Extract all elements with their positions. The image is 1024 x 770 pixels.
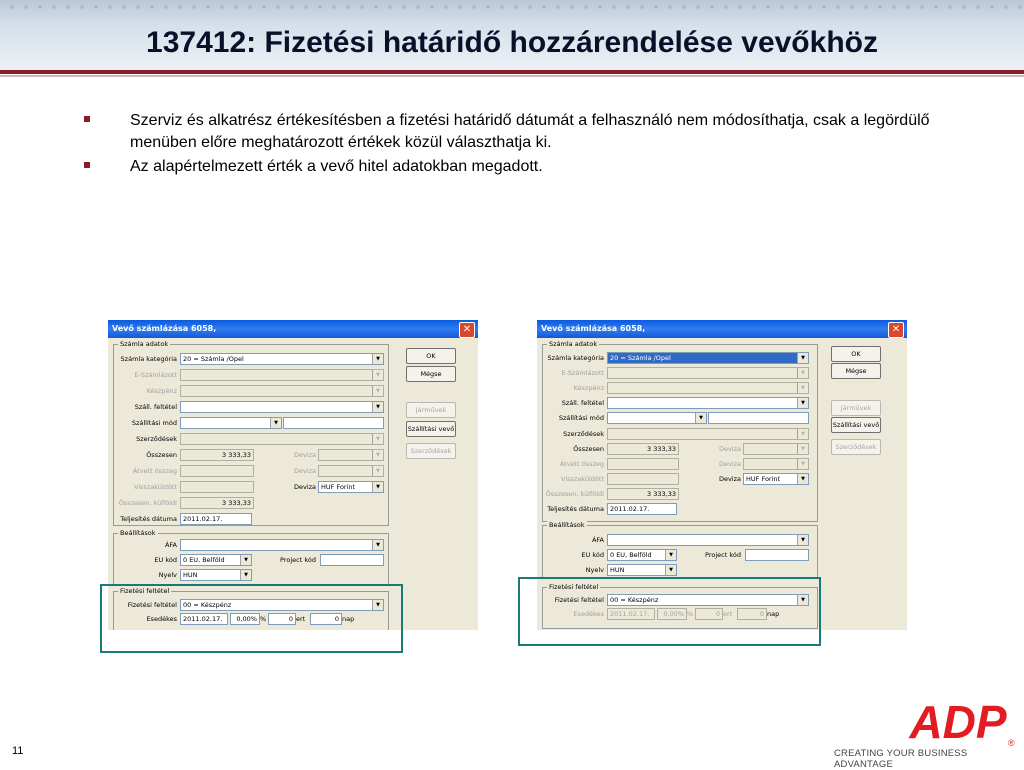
- chevron-down-icon[interactable]: ▼: [665, 565, 676, 575]
- label: Szállítási mód: [131, 419, 177, 427]
- chevron-down-icon[interactable]: ▼: [372, 540, 383, 550]
- project-kod-field[interactable]: [320, 554, 384, 566]
- cancel-button[interactable]: Mégse: [406, 366, 456, 382]
- row-keszpenz: [537, 382, 817, 394]
- dialog-titlebar: [108, 320, 478, 338]
- label: Összesen: [573, 445, 604, 453]
- label: Összesen, külföldi: [118, 499, 177, 507]
- slogan: CREATING YOUR BUSINESS ADVANTAGE: [834, 748, 968, 770]
- szerzodesek-button: Szerződések: [831, 439, 881, 455]
- bullet-marker-icon: [84, 162, 90, 168]
- osszesen-field: 3 333,33: [180, 449, 254, 461]
- ok-button[interactable]: OK: [831, 346, 881, 362]
- eu-kod-select[interactable]: [180, 554, 252, 566]
- keszpenz-select: [607, 382, 809, 394]
- registered-mark: ®: [1008, 738, 1015, 748]
- slide-title: 137412: Fizetési határidő hozzárendelése vevőkhöz: [146, 26, 878, 59]
- chevron-down-icon: ▼: [797, 444, 808, 454]
- label: Deviza: [718, 460, 741, 468]
- label: Deviza: [293, 483, 316, 491]
- label: EU kód: [154, 556, 177, 564]
- label: Szerződések: [136, 435, 177, 443]
- chevron-down-icon[interactable]: ▼: [797, 353, 808, 363]
- label: Deviza: [718, 475, 741, 483]
- row-osszesen-kulfoldi: [108, 497, 388, 509]
- szerzodesek-select: [180, 433, 384, 445]
- row-afa: [108, 539, 388, 551]
- bullet-list: [78, 110, 978, 180]
- row-osszesen: [537, 443, 817, 455]
- label: Szerződések: [563, 430, 604, 438]
- teljesites-datuma-field[interactable]: 2011.02.17.: [180, 513, 252, 525]
- jarmuvek-button: Járművek: [406, 402, 456, 418]
- teljesites-datuma-field[interactable]: 2011.02.17.: [607, 503, 677, 515]
- label: Készpénz: [146, 387, 177, 395]
- deviza1-select: [318, 449, 384, 461]
- chevron-down-icon[interactable]: ▼: [240, 570, 251, 580]
- row-szamla-kategoria: [537, 352, 817, 364]
- label: E-Számlázott: [561, 369, 604, 377]
- chevron-down-icon: ▼: [797, 429, 808, 439]
- header-dot-pattern: [0, 0, 1024, 14]
- label: Esedékes: [146, 615, 177, 623]
- label: ÁFA: [164, 541, 177, 549]
- unit-label: %: [687, 610, 694, 618]
- label: Átvett összeg: [559, 460, 604, 468]
- select-value: 0 EU, Belföld: [183, 556, 225, 564]
- label: Esedékes: [573, 610, 604, 618]
- chevron-down-icon[interactable]: ▼: [695, 413, 706, 423]
- label: Deviza: [293, 451, 316, 459]
- esedekes-nap-field[interactable]: 0: [310, 613, 342, 625]
- group-label: Beállítások: [120, 529, 156, 537]
- chevron-down-icon[interactable]: ▼: [665, 550, 676, 560]
- row-osszesen-kulfoldi: [537, 488, 817, 500]
- chevron-down-icon[interactable]: ▼: [240, 555, 251, 565]
- osszesen-field: 3 333,33: [607, 443, 679, 455]
- label: Átvett összeg: [132, 467, 177, 475]
- highlight-box-right: [518, 577, 821, 646]
- bullet-text: Szerviz és alkatrész értékesítésben a fizetési határidő dátumát a felhasználó nem módosíthatja, csak a legördülő menüben előre meghatározott értékek közül választhatja ki.: [130, 112, 930, 151]
- row-visszakuldott: [537, 473, 817, 485]
- label: Project kód: [705, 551, 741, 559]
- nyelv-select[interactable]: [607, 564, 677, 576]
- keszpenz-select: [180, 385, 384, 397]
- project-kod-field[interactable]: [745, 549, 809, 561]
- select-value: 20 = Számla /Opel: [183, 355, 244, 363]
- atvett-osszeg-field: [180, 465, 254, 477]
- label: EU kód: [581, 551, 604, 559]
- row-afa: [537, 534, 817, 546]
- row-szamla-kategoria: [108, 353, 388, 365]
- chevron-down-icon: ▼: [797, 383, 808, 393]
- page-number: 11: [12, 745, 24, 757]
- select-value: HUN: [610, 566, 625, 574]
- group-label: Beállítások: [549, 521, 585, 529]
- szamla-kategoria-select[interactable]: [607, 352, 809, 364]
- label: Számla kategória: [547, 354, 604, 362]
- osszesen-kulfoldi-field: 3 333,33: [607, 488, 679, 500]
- e-szamlazott-select: [180, 369, 384, 381]
- unit-label: nap: [342, 615, 355, 623]
- label: Száll. feltétel: [134, 403, 177, 411]
- close-icon[interactable]: ✕: [459, 322, 475, 338]
- chevron-down-icon[interactable]: ▼: [372, 402, 383, 412]
- group-label: Számla adatok: [120, 340, 169, 348]
- select-value: 20 = Számla /Opel: [610, 354, 671, 362]
- label: Deviza: [293, 467, 316, 475]
- row-nyelv: [108, 569, 388, 581]
- unit-label: nap: [767, 610, 780, 618]
- chevron-down-icon[interactable]: ▼: [797, 595, 808, 605]
- row-eu-kod: [537, 549, 817, 561]
- select-value: 0 EU, Belföld: [610, 551, 652, 559]
- ok-button[interactable]: OK: [406, 348, 456, 364]
- label: Fizetési feltétel: [127, 601, 177, 609]
- label: Nyelv: [585, 566, 604, 574]
- e-szamlazott-select: [607, 367, 809, 379]
- szallitasi-vevo-button[interactable]: Szállítási vevő: [406, 421, 456, 437]
- label: Száll. feltétel: [561, 399, 604, 407]
- afa-select[interactable]: [607, 534, 809, 546]
- esedekes-date-field: 2011.02.17.: [607, 608, 655, 620]
- row-eu-kod: [108, 554, 388, 566]
- visszakuldott-field: [180, 481, 254, 493]
- szall-feltetel-select[interactable]: [180, 401, 384, 413]
- unit-label: ert: [723, 610, 733, 618]
- label: Összesen: [146, 451, 177, 459]
- label: Számla kategória: [120, 355, 177, 363]
- chevron-down-icon[interactable]: ▼: [372, 354, 383, 364]
- label: Teljesítés dátuma: [120, 515, 177, 523]
- szallitasi-vevo-button[interactable]: Szállítási vevő: [831, 417, 881, 433]
- row-e-szamlazott: [537, 367, 817, 379]
- dialog-titlebar: [537, 320, 907, 338]
- atvett-osszeg-field: [607, 458, 679, 470]
- jarmuvek-button: Járművek: [831, 400, 881, 416]
- esedekes-pct-field[interactable]: 0,00%: [230, 613, 260, 625]
- label: Project kód: [280, 556, 316, 564]
- adp-logo: [908, 694, 1016, 748]
- afa-select[interactable]: [180, 539, 384, 551]
- chevron-down-icon: ▼: [372, 386, 383, 396]
- row-e-szamlazott: [108, 369, 388, 381]
- highlight-box-left: [100, 584, 403, 653]
- row-nyelv: [537, 564, 817, 576]
- chevron-down-icon[interactable]: ▼: [797, 398, 808, 408]
- szall-feltetel-select[interactable]: [607, 397, 809, 409]
- eu-kod-select[interactable]: [607, 549, 677, 561]
- label: Fizetési feltétel: [554, 596, 604, 604]
- row-osszesen: [108, 449, 388, 461]
- chevron-down-icon: ▼: [797, 368, 808, 378]
- chevron-down-icon: ▼: [372, 434, 383, 444]
- close-icon[interactable]: ✕: [888, 322, 904, 338]
- chevron-down-icon[interactable]: ▼: [797, 535, 808, 545]
- esedekes-pct-field: 0,00%: [657, 608, 687, 620]
- dialog-title: Vevő számlázása 6058,: [112, 324, 217, 333]
- dialog-title: Vevő számlázása 6058,: [541, 324, 646, 333]
- chevron-down-icon: ▼: [372, 370, 383, 380]
- deviza2-select: [743, 458, 809, 470]
- select-value: HUF Forint: [321, 483, 356, 491]
- szerzodesek-button: Szerződések: [406, 443, 456, 459]
- row-szallitasi-mod: [108, 417, 388, 429]
- szallitasi-mod-select[interactable]: [180, 417, 282, 429]
- deviza-select[interactable]: [318, 481, 384, 493]
- chevron-down-icon[interactable]: ▼: [270, 418, 281, 428]
- row-szerzodesek: [108, 433, 388, 445]
- group-label: Fizetési feltétel: [120, 587, 170, 595]
- row-atvett-osszeg: [537, 458, 817, 470]
- label: Nyelv: [158, 571, 177, 579]
- unit-label: ert: [296, 615, 306, 623]
- label: Teljesítés dátuma: [547, 505, 604, 513]
- chevron-down-icon: ▼: [797, 459, 808, 469]
- label: E-Számlázott: [134, 371, 177, 379]
- chevron-down-icon[interactable]: ▼: [372, 600, 383, 610]
- label: ÁFA: [591, 536, 604, 544]
- nyelv-select[interactable]: [180, 569, 252, 581]
- bullet-item: [78, 110, 978, 154]
- chevron-down-icon[interactable]: ▼: [372, 482, 383, 492]
- szallitasi-mod-text[interactable]: [283, 417, 384, 429]
- deviza1-select: [743, 443, 809, 455]
- esedekes-nap-field: 0: [737, 608, 767, 620]
- row-szall-feltetel: [537, 397, 817, 409]
- label: Visszaküldött: [561, 475, 604, 483]
- row-keszpenz: [108, 385, 388, 397]
- row-atvett-osszeg: [108, 465, 388, 477]
- visszakuldott-field: [607, 473, 679, 485]
- header-rule: [0, 70, 1024, 74]
- szallitasi-mod-text[interactable]: [708, 412, 809, 424]
- row-visszakuldott: [108, 481, 388, 493]
- label: Visszaküldött: [134, 483, 177, 491]
- row-szall-feltetel: [108, 401, 388, 413]
- esedekes-date-field[interactable]: 2011.02.17.: [180, 613, 228, 625]
- cancel-button[interactable]: Mégse: [831, 363, 881, 379]
- row-szallitasi-mod: [537, 412, 817, 424]
- select-value: 00 = Készpénz: [183, 601, 232, 609]
- group-label: Fizetési feltétel: [549, 583, 599, 591]
- chevron-down-icon: ▼: [372, 450, 383, 460]
- slide-header: [0, 0, 1024, 74]
- osszesen-kulfoldi-field: 3 333,33: [180, 497, 254, 509]
- esedekes-ert-field: 0: [695, 608, 723, 620]
- logo-text: ADP: [909, 696, 1007, 748]
- select-value: 00 = Készpénz: [610, 596, 659, 604]
- select-value: HUF Forint: [746, 475, 781, 483]
- bullet-item: [78, 156, 978, 178]
- szallitasi-mod-select[interactable]: [607, 412, 707, 424]
- bullet-text: Az alapértelmezett érték a vevő hitel adatokban megadott.: [130, 158, 543, 175]
- row-szerzodesek: [537, 428, 817, 440]
- esedekes-ert-field[interactable]: 0: [268, 613, 296, 625]
- szerzodesek-select: [607, 428, 809, 440]
- group-label: Számla adatok: [549, 340, 598, 348]
- deviza-select[interactable]: [743, 473, 809, 485]
- select-value: HUN: [183, 571, 198, 579]
- header-rule-shadow: [0, 75, 1024, 77]
- row-teljesites-datuma: [537, 503, 817, 515]
- deviza2-select: [318, 465, 384, 477]
- label: Összesen, külföldi: [545, 490, 604, 498]
- chevron-down-icon[interactable]: ▼: [797, 474, 808, 484]
- row-teljesites-datuma: [108, 513, 388, 525]
- bullet-marker-icon: [84, 116, 90, 122]
- unit-label: %: [260, 615, 267, 623]
- szamla-kategoria-select[interactable]: [180, 353, 384, 365]
- chevron-down-icon: ▼: [372, 466, 383, 476]
- label: Szállítási mód: [558, 414, 604, 422]
- label: Deviza: [718, 445, 741, 453]
- label: Készpénz: [573, 384, 604, 392]
